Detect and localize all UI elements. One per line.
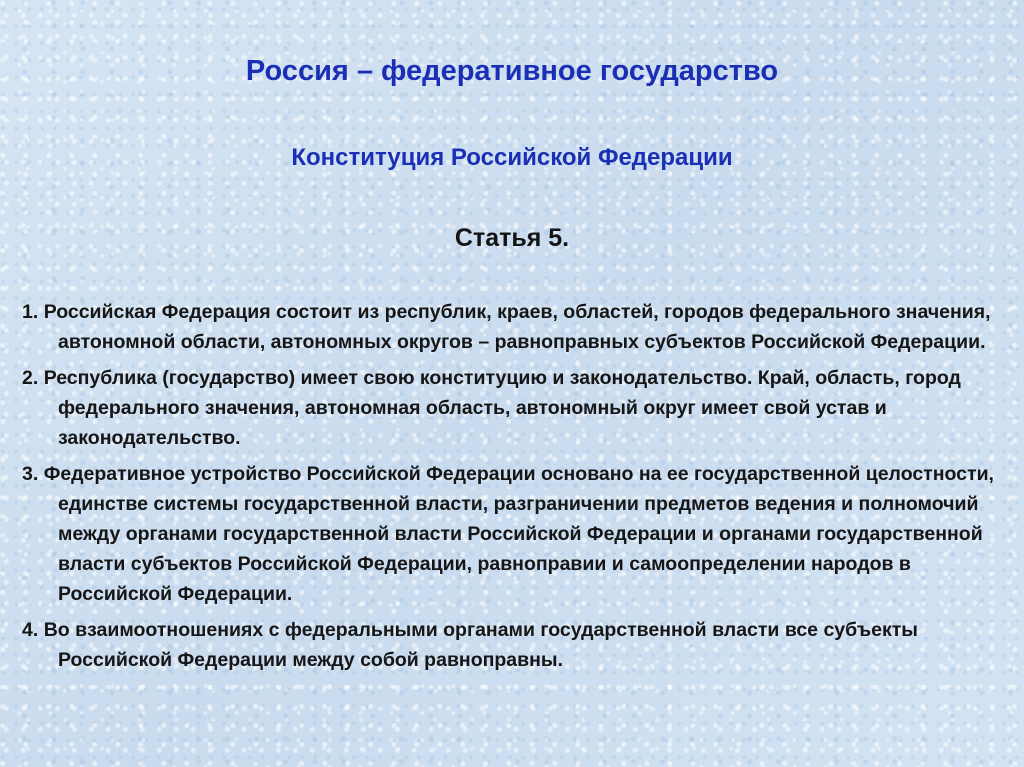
slide-subtitle: Конституция Российской Федерации bbox=[291, 144, 733, 171]
slide-title: Россия – федеративное государство bbox=[245, 55, 779, 87]
list-item bbox=[22, 363, 1012, 453]
item-text: Федеративное устройство Российской Федерации основано на ее государственной целостности, единстве системы государственной власти, разграничении предметов ведения и полномочий между органами государственной власти Российской Федерации и органами государственной власти субъектов Российской Федерации, равноправии и самоопределении народов в Российской Федерации. bbox=[43, 463, 994, 605]
item-number: 2. bbox=[22, 367, 44, 389]
item-text: Во взаимоотношениях с федеральными органами государственной власти все субъекты Российской Федерации между собой равноправны. bbox=[43, 619, 918, 671]
list-item bbox=[22, 297, 1012, 357]
article-items-list bbox=[22, 297, 1012, 681]
list-item bbox=[22, 459, 1012, 609]
item-text: Российская Федерация состоит из республик, краев, областей, городов федерального значения, автономной области, автономных округов – равноправных субъектов Российской Федерации. bbox=[43, 301, 991, 353]
list-item bbox=[22, 615, 1012, 675]
article-heading: Статья 5. bbox=[454, 224, 570, 252]
item-number: 3. bbox=[22, 463, 44, 485]
item-number: 4. bbox=[22, 619, 44, 641]
item-number: 1. bbox=[22, 301, 44, 323]
item-text: Республика (государство) имеет свою конституцию и законодательство. Край, область, город федерального значения, автономная область, автономный округ имеет свой устав и законодательство. bbox=[43, 367, 961, 449]
